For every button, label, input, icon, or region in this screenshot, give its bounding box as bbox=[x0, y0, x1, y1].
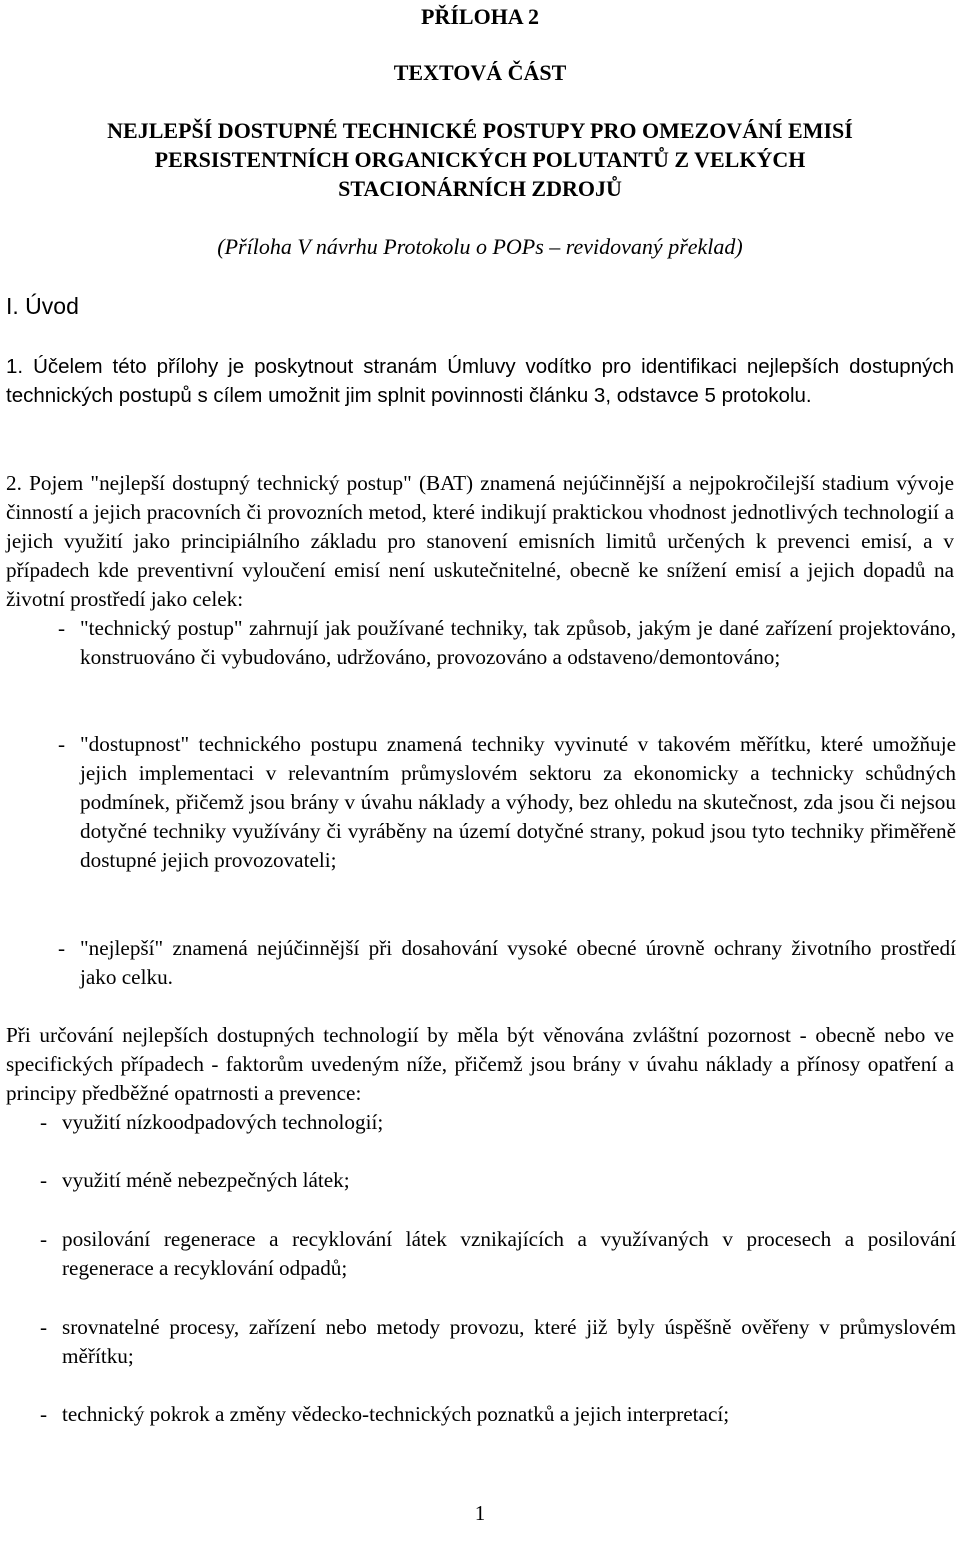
factor-text: srovnatelné procesy, zařízení nebo metody provozu, které již byly úspěšně ověřeny v průmyslovém měřítku; bbox=[62, 1315, 956, 1368]
document-title-line-1: NEJLEPŠÍ DOSTUPNÉ TECHNICKÉ POSTUPY PRO OMEZOVÁNÍ EMISÍ bbox=[107, 118, 853, 143]
definition-best bbox=[58, 934, 956, 992]
document-subtitle: (Příloha V návrhu Protokolu o POPs – revidovaný překlad) bbox=[217, 234, 743, 259]
list-dash: - bbox=[40, 1227, 48, 1251]
list-dash: - bbox=[58, 936, 66, 960]
list-dash: - bbox=[40, 1168, 48, 1192]
definition-text: "nejlepší" znamená nejúčinnější při dosahování vysoké obecné úrovně ochrany životního prostředí jako celku. bbox=[80, 936, 956, 989]
factor-text: technický pokrok a změny vědecko-technických poznatků a jejich interpretací; bbox=[62, 1402, 730, 1426]
factor-less-hazardous-substances bbox=[40, 1166, 956, 1195]
list-dash: - bbox=[40, 1402, 48, 1426]
paragraph-3: Při určování nejlepších dostupných technologií by měla být věnována zvláštní pozornost - obecně nebo ve specifických případech - faktorům uvedeným níže, přičemž jsou brány v úvahu náklady a přínosy opatření a principy předběžné opatrnosti a prevence: bbox=[6, 1023, 954, 1105]
list-dash: - bbox=[58, 732, 66, 756]
factor-low-waste-technology bbox=[40, 1108, 956, 1137]
definition-text: "dostupnost" technického postupu znamená techniky vyvinuté v takovém měřítku, které umožňuje jejich implementaci v relevantním průmyslovém sektoru za ekonomicky a technicky schůdných podmínek, přičemž jsou brány v úvahu náklady a výhody, bez ohledu na skutečnost, zda jsou či nejsou dotyčné techniky využívány či vyráběny na území dotyčné strany, pokud jsou tyto techniky přiměřeně dostupné jejich provozovateli; bbox=[80, 732, 956, 872]
factor-recovery-recycling bbox=[40, 1225, 956, 1283]
definition-text: "technický postup" zahrnují jak používané techniky, tak způsob, jakým je dané zařízení projektováno, konstruováno či vybudováno, udržováno, provozováno a odstaveno/demontováno; bbox=[80, 616, 956, 669]
annex-heading: PŘÍLOHA 2 bbox=[421, 4, 539, 29]
list-dash: - bbox=[40, 1315, 48, 1339]
factor-technical-progress bbox=[40, 1400, 956, 1429]
list-dash: - bbox=[58, 616, 66, 640]
factor-text: využití nízkoodpadových technologií; bbox=[62, 1110, 384, 1134]
factor-text: využití méně nebezpečných látek; bbox=[62, 1168, 350, 1192]
part-heading: TEXTOVÁ ČÁST bbox=[393, 60, 567, 85]
paragraph-2: 2. Pojem "nejlepší dostupný technický postup" (BAT) znamená nejúčinnější a nejpokročilejší stadium vývoje činností a jejich pracovních či provozních metod, které indikují praktickou vhodnost jednotlivých technologií a jejich využití jako principiálního základu pro stanovení emisních limitů určených k prevenci emisí, a v případech kde preventivní vyloučení emisí není uskutečnitelné, obecně ke snížení emisí a jejich dopadů na životní prostředí jako celek: bbox=[6, 471, 954, 611]
definition-availability bbox=[58, 730, 956, 875]
document-title-line-3: STACIONÁRNÍCH ZDROJŮ bbox=[338, 176, 622, 201]
factor-text: posilování regenerace a recyklování látek vznikajících a využívaných v procesech a posilování regenerace a recyklování odpadů; bbox=[62, 1227, 956, 1280]
list-dash: - bbox=[40, 1110, 48, 1134]
page-number: 1 bbox=[474, 1501, 486, 1525]
document-title-line-2: PERSISTENTNÍCH ORGANICKÝCH POLUTANTŮ Z VELKÝCH bbox=[154, 147, 806, 172]
paragraph-1: 1. Účelem této přílohy je poskytnout stranám Úmluvy vodítko pro identifikaci nejlepších dostupných technických postupů s cílem umožnit jim splnit povinnosti článku 3, odstavce 5 protokolu. bbox=[6, 355, 954, 407]
definition-technical-procedure bbox=[58, 614, 956, 672]
factor-comparable-processes bbox=[40, 1313, 956, 1371]
section-heading: I. Úvod bbox=[6, 293, 79, 319]
